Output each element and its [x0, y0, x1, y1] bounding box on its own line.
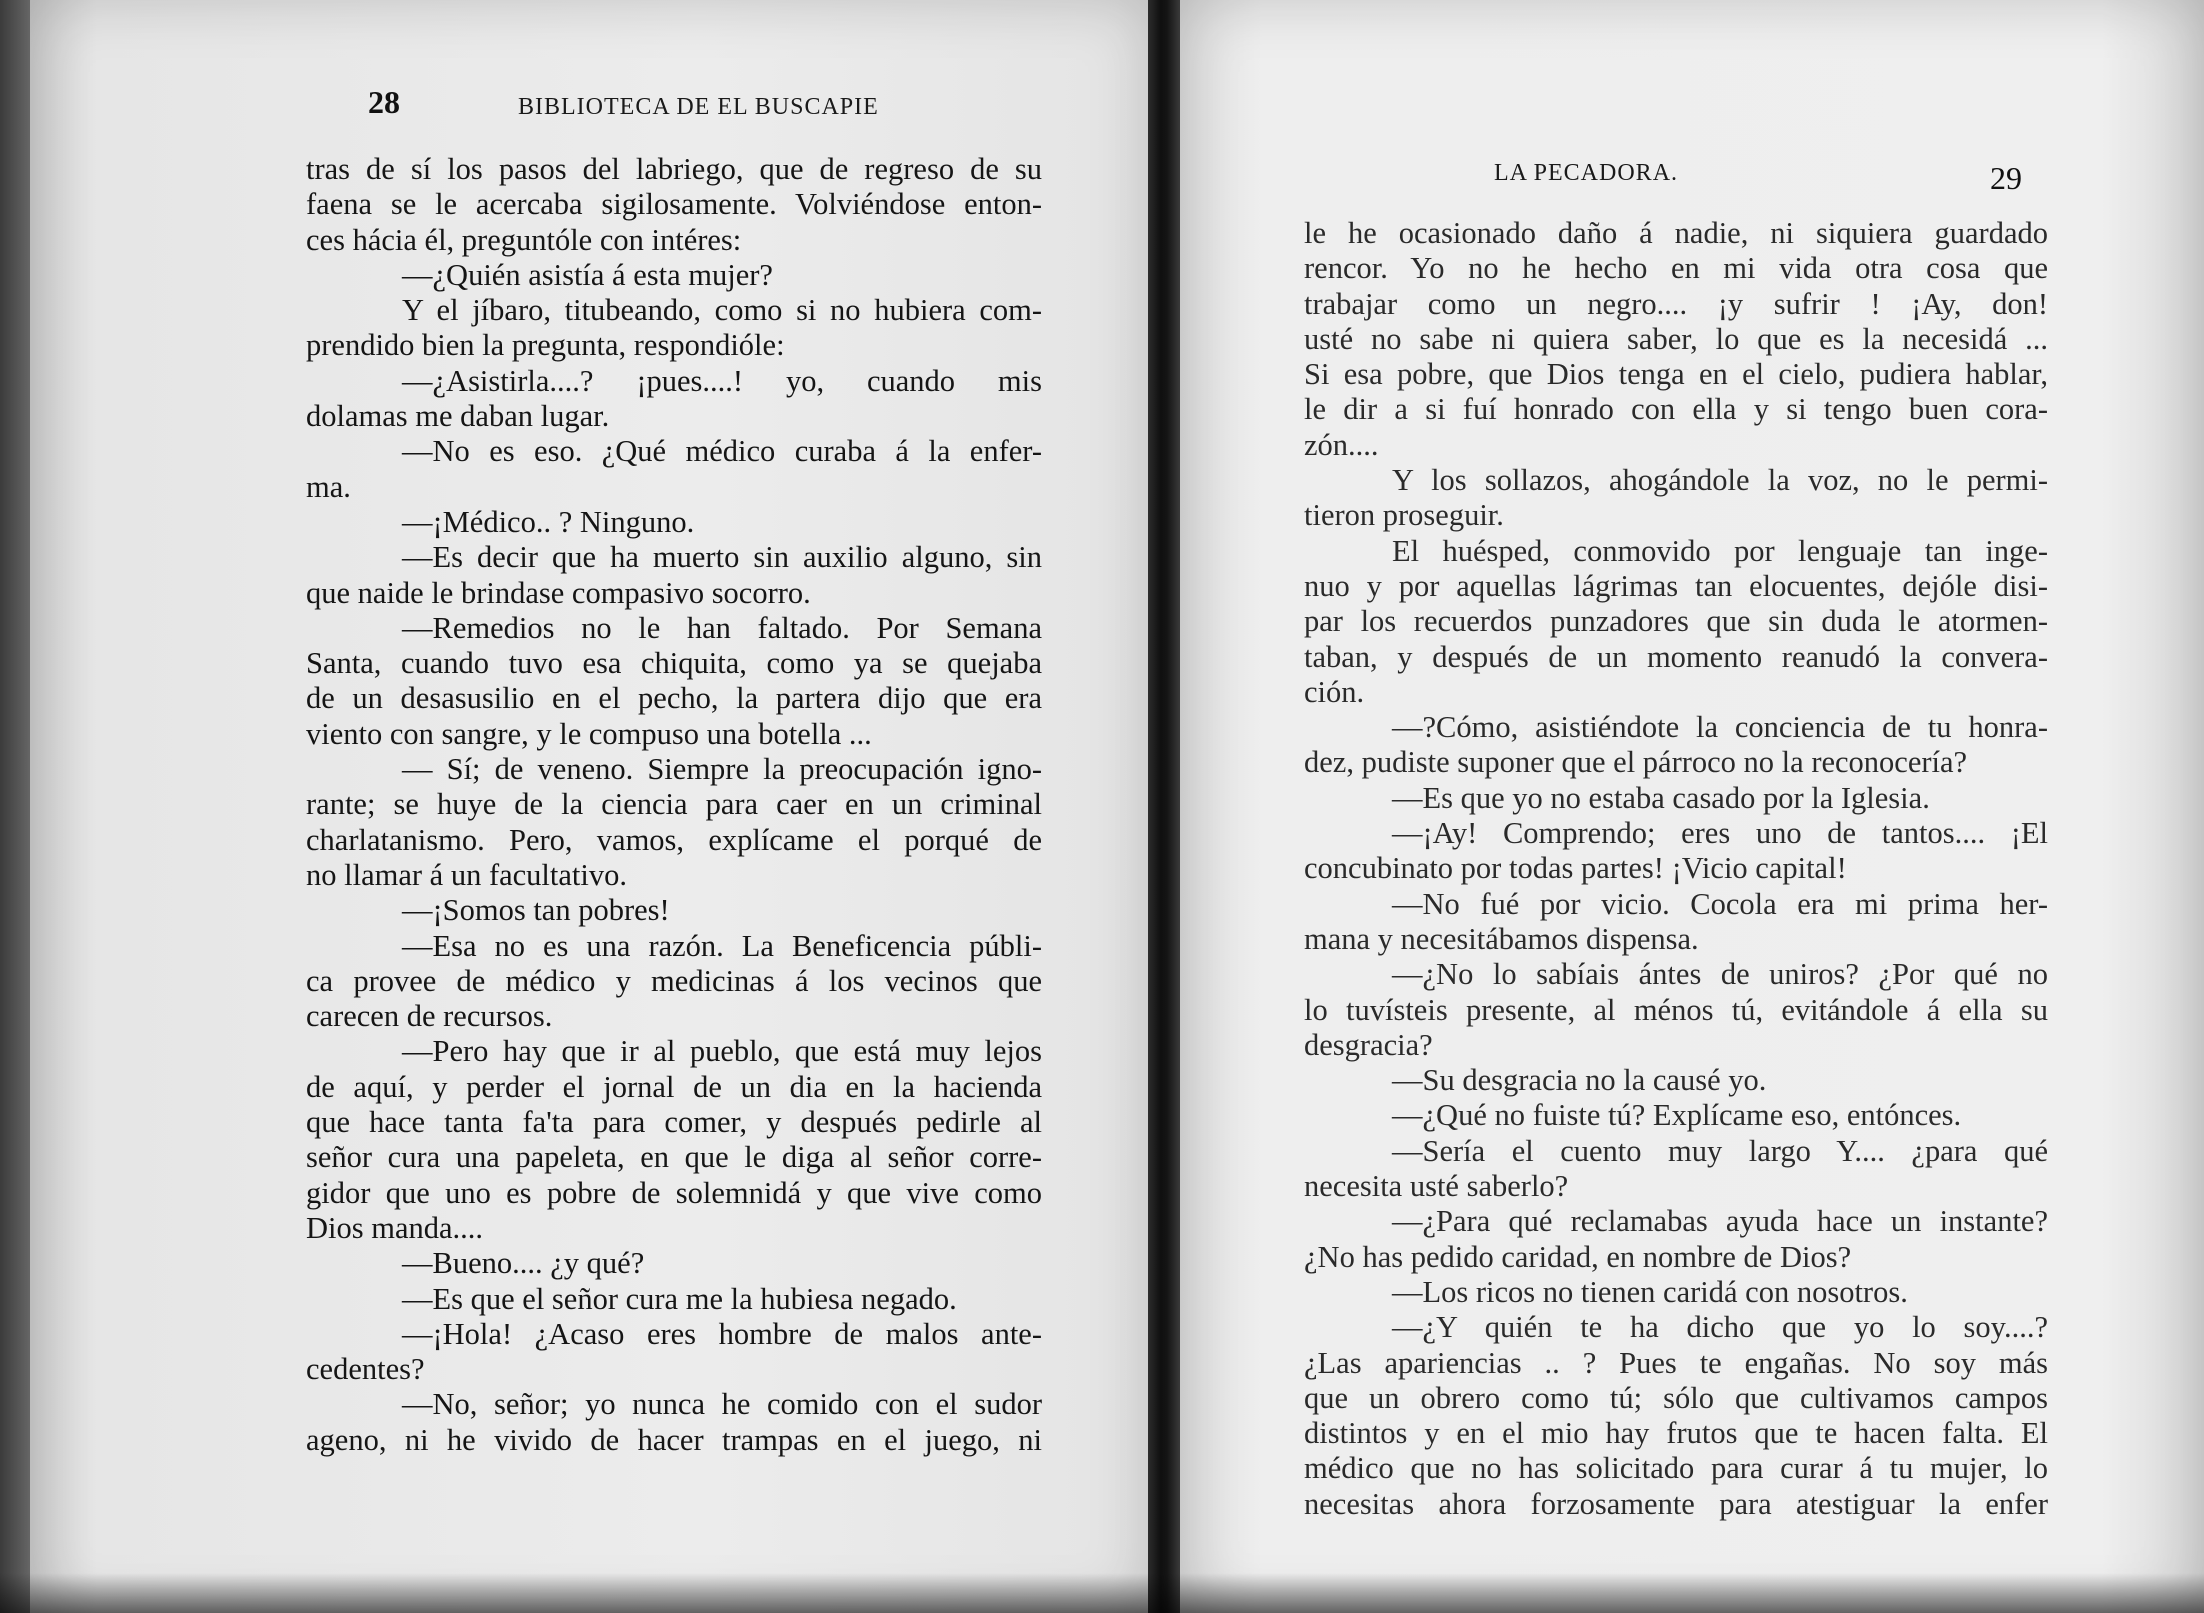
text-line: mana y necesitábamos dispensa.: [1304, 921, 1699, 956]
text-line: ción.: [1304, 674, 1365, 709]
text-line: cedentes?: [306, 1352, 425, 1387]
text-line: le he ocasionado daño á nadie, ni siquiera guardado: [1304, 216, 2048, 250]
right-page-body: [1304, 216, 2048, 1522]
text-line: par los recuerdos punzadores que sin duda le atormen-: [1304, 604, 2048, 639]
text-line: dez, pudiste suponer que el párroco no la reconocería?: [1304, 745, 1968, 780]
text-line: —No es eso. ¿Qué médico curaba á la enfer-: [402, 434, 1042, 469]
text-line: —?Cómo, asistiéndote la conciencia de tu honra-: [1392, 710, 2048, 745]
text-line: que naide le brindase compasivo socorro.: [306, 575, 811, 610]
text-line: —Es que el señor cura me la hubiesa negado.: [402, 1281, 957, 1316]
text-line: dolamas me daban lugar.: [306, 399, 610, 434]
text-line: taban, y después de un momento reanudó la convera-: [1304, 639, 2048, 674]
text-line: ¿No has pedido caridad, en nombre de Dios?: [1304, 1239, 1852, 1274]
text-line: tieron proseguir.: [1304, 498, 1504, 533]
text-line: charlatanismo. Pero, vamos, explícame el porqué de: [306, 822, 1042, 857]
text-line: que hace tanta fa'ta para comer, y después pedirle al: [306, 1105, 1042, 1140]
text-line: —¿Quién asistía á esta mujer?: [402, 257, 773, 292]
text-line: señor cura una papeleta, en que le diga al señor corre-: [306, 1140, 1042, 1175]
scan-bottom-edge: [0, 1573, 2204, 1613]
text-line: Y los sollazos, ahogándole la voz, no le permi-: [1392, 463, 2048, 498]
text-line: le dir a si fuí honrado con ella y si tengo buen cora-: [1304, 392, 2048, 427]
text-line: Y el jíbaro, titubeando, como si no hubiera com-: [402, 293, 1042, 328]
text-line: trabajar como un negro.... ¡y sufrir ! ¡Ay, don!: [1304, 286, 2048, 321]
text-line: rante; se huye de la ciencia para caer en un criminal: [306, 787, 1042, 822]
text-line: ca provee de médico y medicinas á los vecinos que: [306, 963, 1042, 998]
text-line: carecen de recursos.: [306, 999, 553, 1034]
text-line: —Los ricos no tienen caridá con nosotros.: [1392, 1274, 1908, 1309]
text-line: —¿No lo sabíais ántes de uniros? ¿Por qué no: [1392, 957, 2048, 992]
text-line: viento con sangre, y le compuso una botella ...: [306, 716, 872, 751]
text-line: médico que no has solicitado para curar á tu mujer, lo: [1304, 1451, 2048, 1486]
text-line: rencor. Yo no he hecho en mi vida otra cosa que: [1304, 251, 2048, 286]
text-line: ¿Las apariencias .. ? Pues te engañas. No soy más: [1304, 1345, 2048, 1380]
text-line: usté no sabe ni quiera saber, lo que es la necesidá ...: [1304, 321, 2048, 356]
text-line: faena se le acercaba sigilosamente. Volviéndose enton-: [306, 187, 1042, 222]
text-line: —Pero hay que ir al pueblo, que está muy lejos: [402, 1034, 1042, 1069]
text-line: —¿Y quién te ha dicho que yo lo soy....?: [1392, 1310, 2048, 1345]
text-line: —Bueno.... ¿y qué?: [402, 1246, 645, 1281]
text-line: prendido bien la pregunta, respondióle:: [306, 328, 785, 363]
text-line: distintos y en el mio hay frutos que te hacen falta. El: [1304, 1416, 2048, 1451]
text-line: necesitas ahora forzosamente para atestiguar la enfer: [1304, 1486, 2048, 1521]
page-number: 29: [1990, 160, 2022, 196]
text-line: de un desasusilio en el pecho, la partera dijo que era: [306, 681, 1042, 716]
text-line: El huésped, conmovido por lenguaje tan inge-: [1392, 533, 2048, 568]
text-line: Si esa pobre, que Dios tenga en el cielo, pudiera hablar,: [1304, 357, 2048, 392]
text-line: —Su desgracia no la causé yo.: [1392, 1063, 1767, 1098]
text-line: —¿Qué no fuiste tú? Explícame eso, entónces.: [1392, 1098, 1962, 1133]
text-line: —Sería el cuento muy largo Y.... ¿para qué: [1392, 1133, 2048, 1168]
text-line: —¡Somos tan pobres!: [402, 893, 670, 928]
text-line: Santa, cuando tuvo esa chiquita, como ya se quejaba: [306, 646, 1042, 681]
text-line: —Esa no es una razón. La Beneficencia públi-: [402, 928, 1042, 963]
text-line: ageno, ni he vivido de hacer trampas en el juego, ni: [306, 1422, 1042, 1457]
text-line: —¿Para qué reclamabas ayuda hace un instante?: [1392, 1204, 2048, 1239]
text-line: —¡Médico.. ? Ninguno.: [402, 504, 695, 539]
text-line: —¡Hola! ¿Acaso eres hombre de malos ante-: [402, 1316, 1042, 1351]
text-line: —¡Ay! Comprendo; eres uno de tantos.... ¡El: [1392, 816, 2048, 851]
text-line: de aquí, y perder el jornal de un dia en la hacienda: [306, 1069, 1042, 1104]
text-line: —No, señor; yo nunca he comido con el sudor: [402, 1387, 1042, 1422]
text-line: —Es que yo no estaba casado por la Iglesia.: [1392, 780, 1930, 815]
text-line: —Es decir que ha muerto sin auxilio alguno, sin: [402, 540, 1042, 575]
text-line: lo tuvísteis presente, al ménos tú, evitándole á ella su: [1304, 992, 2048, 1027]
text-line: no llamar á un facultativo.: [306, 857, 627, 892]
text-line: —No fué por vicio. Cocola era mi prima her-: [1392, 886, 2048, 921]
text-line: que un obrero como tú; sólo que cultivamos campos: [1304, 1380, 2048, 1415]
text-line: —¿Asistirla....? ¡pues....! yo, cuando mis: [402, 363, 1042, 398]
text-line: tras de sí los pasos del labriego, que de regreso de su: [306, 152, 1042, 186]
running-header: BIBLIOTECA DE EL BUSCAPIE: [518, 94, 879, 120]
text-line: necesita usté saberlo?: [1304, 1169, 1569, 1204]
text-line: ma.: [306, 469, 351, 504]
page-number: 28: [368, 84, 400, 120]
left-page-body: [306, 152, 1042, 1458]
text-line: desgracia?: [1304, 1027, 1433, 1062]
text-line: — Sí; de veneno. Siempre la preocupación igno-: [402, 752, 1042, 787]
text-line: —Remedios no le han faltado. Por Semana: [402, 610, 1042, 645]
book-gutter: [1148, 0, 1180, 1613]
text-line: nuo y por aquellas lágrimas tan elocuentes, dejóle disi-: [1304, 568, 2048, 603]
running-header: LA PECADORA.: [1494, 160, 1679, 186]
text-line: gidor que uno es pobre de solemnidá y que vive como: [306, 1175, 1042, 1210]
text-line: ces hácia él, preguntóle con intéres:: [306, 222, 742, 257]
text-line: Dios manda....: [306, 1210, 484, 1245]
text-line: zón....: [1304, 427, 1379, 462]
text-line: concubinato por todas partes! ¡Vicio capital!: [1304, 851, 1847, 886]
